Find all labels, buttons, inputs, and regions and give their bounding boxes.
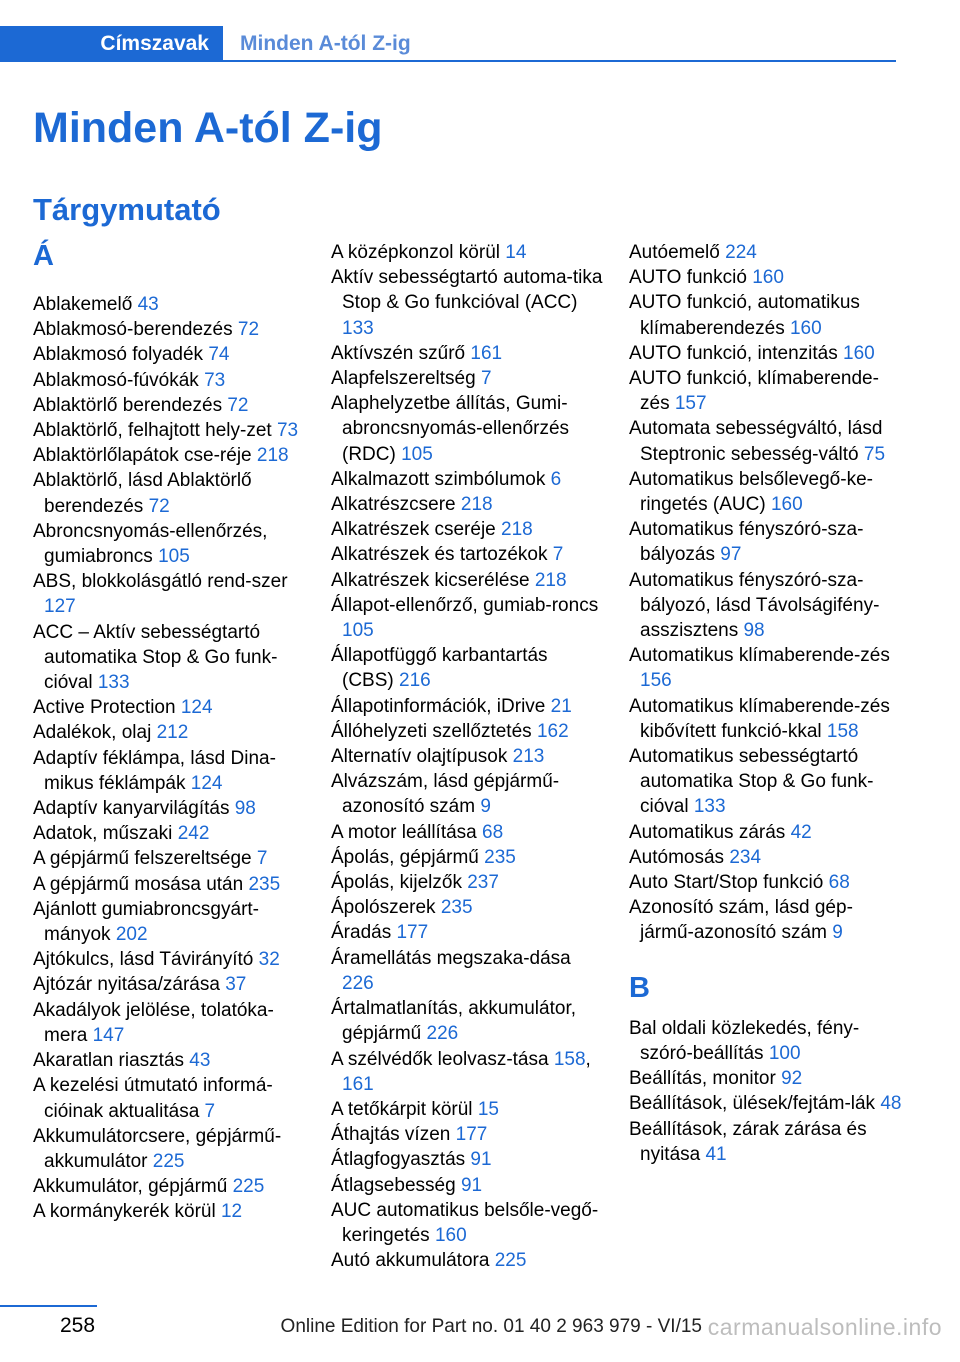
- entry-term: AUC automatikus belsőle-vegő-keringetés: [331, 1199, 599, 1246]
- page-link[interactable]: 127: [44, 596, 76, 618]
- index-entry: [629, 341, 904, 366]
- entry-term: Akaratlan riasztás: [33, 1050, 185, 1072]
- index-entry: [629, 1117, 904, 1167]
- entry-term: Abroncsnyomás-ellenőrzés, gumiabroncs: [33, 520, 268, 568]
- page-link[interactable]: 9: [480, 796, 491, 818]
- page-link[interactable]: 160: [770, 494, 803, 516]
- index-entry: [33, 393, 305, 418]
- index-entry: [33, 998, 305, 1048]
- entry-term: Autó akkumulátora: [331, 1250, 490, 1272]
- tab-underline: [223, 60, 896, 62]
- index-entry: [33, 746, 305, 796]
- page-link[interactable]: 72: [237, 319, 260, 341]
- index-entry: [33, 821, 305, 846]
- index-entry: [629, 643, 904, 693]
- entry-term: Ablaktörlő, felhajtott hely-zet: [33, 420, 272, 442]
- page-link[interactable]: 147: [92, 1024, 125, 1046]
- index-entry: [331, 719, 603, 744]
- index-entry: [33, 695, 305, 720]
- index-entry: [629, 568, 904, 644]
- page-link[interactable]: 158: [826, 720, 859, 742]
- index-entry: [33, 368, 305, 393]
- index-entry: [331, 769, 603, 819]
- index-entry: [33, 468, 305, 518]
- entry-term: Alvázszám, lásd gépjármű-azonosító szám: [331, 771, 560, 818]
- index-entry: [629, 895, 904, 945]
- page-link[interactable]: 237: [467, 872, 499, 894]
- entry-term: Áthajtás vízen: [331, 1124, 451, 1146]
- entry-term: Automatikus klímaberende-zés: [629, 645, 890, 667]
- index-entry: [331, 870, 603, 895]
- entry-term: Ápolószerek: [331, 897, 436, 919]
- index-entry: [331, 694, 603, 719]
- entry-term: Ajtózár nyitása/zárása: [33, 974, 220, 996]
- entry-term: ACC – Aktív sebességtartó automatika Stop & Go funk-cióval: [33, 621, 278, 694]
- page-link[interactable]: 133: [97, 672, 130, 694]
- index-entry: [629, 265, 904, 290]
- page-link[interactable]: 73: [276, 420, 299, 442]
- entry-term: Állapotinformációk, iDrive: [331, 695, 546, 717]
- index-entry: [33, 720, 305, 745]
- index-entry: [33, 292, 305, 317]
- page-link[interactable]: 160: [752, 267, 784, 289]
- index-entry: [33, 972, 305, 997]
- page-link[interactable]: 92: [781, 1068, 803, 1090]
- index-entry: [331, 1097, 603, 1122]
- entry-term: A kezelési útmutató informá-cióinak aktualitása: [33, 1075, 273, 1122]
- index-entry: [33, 796, 305, 821]
- entry-term: ABS, blokkolásgátló rend-szer: [33, 571, 288, 593]
- index-entry: [629, 1016, 904, 1066]
- index-entry: [331, 895, 603, 920]
- index-entry: [331, 1147, 603, 1172]
- page-link[interactable]: 75: [863, 443, 886, 465]
- index-entry: [331, 744, 603, 769]
- index-entry: [33, 947, 305, 972]
- entry-term: Állapot-ellenőrző, gumiab-roncs: [331, 594, 599, 616]
- index-entry: [331, 366, 603, 391]
- entry-term: Áradás: [331, 922, 392, 944]
- entry-term: A gépjármű felszereltsége: [33, 848, 252, 870]
- page-link[interactable]: 14: [505, 242, 527, 263]
- index-column-1: [33, 240, 305, 1225]
- footer-edition: Online Edition for Part no. 01 40 2 963 979 - VI/15: [280, 1316, 702, 1337]
- entry-term: Ablakmosó-fúvókák: [33, 369, 199, 391]
- index-entry: [33, 317, 305, 342]
- page-link[interactable]: 98: [234, 798, 256, 820]
- page-link[interactable]: 15: [477, 1098, 499, 1120]
- entry-term: A szélvédők leolvasz-tása: [331, 1048, 549, 1070]
- page-link[interactable]: 235: [440, 897, 473, 919]
- entry-term: Ablakmosó-berendezés: [33, 319, 233, 341]
- tab-cimszavak[interactable]: Címszavak: [0, 26, 223, 62]
- page-link[interactable]: 160: [789, 317, 822, 339]
- entry-term: Ápolás, gépjármű: [331, 846, 479, 868]
- page-link[interactable]: 73: [204, 369, 226, 391]
- page-link[interactable]: 235: [248, 873, 281, 895]
- page-link[interactable]: 225: [494, 1250, 527, 1272]
- index-entry: [331, 240, 603, 265]
- entry-term: Akkumulátorcsere, gépjármű-akkumulátor: [33, 1125, 282, 1172]
- entry-term: Akkumulátor, gépjármű: [33, 1176, 228, 1198]
- index-entry: [629, 694, 904, 744]
- page-link[interactable]: 212: [156, 722, 189, 744]
- entry-term: A gépjármű mosása után: [33, 873, 244, 895]
- entry-term: Adaptív kanyarvilágítás: [33, 798, 230, 820]
- entry-term: Áramellátás megszaka-dása: [331, 947, 571, 969]
- page-link[interactable]: 202: [115, 924, 148, 946]
- index-entry: [629, 290, 904, 340]
- index-entry: [331, 517, 603, 542]
- entry-term: AUTO funkció, klímaberende-zés: [629, 368, 879, 415]
- index-entry: [629, 744, 904, 820]
- index-entry: [629, 467, 904, 517]
- index-entry: A szélvédők leolvasz-tása 158, 161: [331, 1048, 591, 1095]
- entry-term: Ablakmosó folyadék: [33, 344, 204, 366]
- page-link[interactable]: 226: [342, 972, 374, 994]
- entry-term: Alkatrészek cseréje: [331, 519, 496, 541]
- index-entry: [629, 517, 904, 567]
- page-link[interactable]: 225: [232, 1176, 265, 1198]
- index-entry: [331, 265, 603, 341]
- page-link[interactable]: 100: [768, 1042, 801, 1064]
- entry-term: Automatikus sebességtartó automatika Stop & Go funk-cióval: [629, 746, 874, 818]
- page-link[interactable]: 43: [189, 1050, 211, 1072]
- page-link[interactable]: 224: [725, 242, 757, 263]
- index-entry: [331, 1248, 603, 1273]
- index-entry: [33, 519, 305, 569]
- entry-term: Automatikus zárás: [629, 821, 786, 843]
- index-entry: [33, 418, 305, 443]
- index-entry: [33, 342, 305, 367]
- entry-term: Alkatrészcsere: [331, 494, 456, 516]
- page-number: 258: [60, 1314, 96, 1337]
- entry-term: AUTO funkció, intenzitás: [629, 342, 838, 364]
- entry-term: Beállítás, monitor: [629, 1068, 776, 1090]
- page-link[interactable]: 48: [880, 1093, 902, 1115]
- entry-term: Ablaktörlőlapátok cse-réje: [33, 445, 252, 467]
- index-entry: [331, 1173, 603, 1198]
- index-entry: [331, 492, 603, 517]
- index-entry: [33, 846, 305, 871]
- index-entry: [331, 467, 603, 492]
- page-link[interactable]: 218: [256, 445, 289, 467]
- entry-term: Automata sebességváltó, lásd Steptronic sebesség-váltó: [629, 418, 883, 465]
- page-link[interactable]: 162: [536, 720, 569, 742]
- page-link[interactable]: 160: [843, 342, 875, 364]
- index-entry: [629, 366, 904, 416]
- index-entry: [331, 341, 603, 366]
- page-link[interactable]: 21: [550, 695, 572, 717]
- index-letter: Á: [33, 240, 54, 272]
- entry-term: Automatikus klímaberende-zés kibővített funkció-kkal: [629, 695, 890, 742]
- page-link[interactable]: 218: [460, 494, 493, 516]
- index-column-3: [629, 240, 904, 1167]
- page-link[interactable]: 156: [640, 670, 672, 692]
- entry-term: A tetőkárpit körül: [331, 1098, 473, 1120]
- index-letter: B: [629, 971, 650, 1004]
- watermark: carmanualsonline.info: [707, 1314, 942, 1340]
- index-entry: [33, 897, 305, 947]
- index-entry: [331, 1198, 603, 1248]
- page-link[interactable]: 32: [258, 949, 280, 971]
- index-entry: [33, 1174, 305, 1199]
- index-entry: [629, 870, 904, 895]
- entry-term: Adaptív féklámpa, lásd Dina-mikus féklámpák: [33, 747, 276, 794]
- page-link[interactable]: 72: [227, 394, 249, 416]
- index-entry: [629, 1066, 904, 1091]
- page-link[interactable]: 105: [342, 620, 374, 642]
- entry-term: Beállítások, ülések/fejtám-lák: [629, 1093, 876, 1115]
- entry-term: Alkalmazott szimbólumok: [331, 468, 546, 490]
- entry-term: Alkatrészek kicserélése: [331, 569, 530, 591]
- page-link[interactable]: 218: [534, 569, 567, 591]
- index-entry: [33, 1124, 305, 1174]
- index-entry: [331, 542, 603, 567]
- entry-term: Adatok, műszaki: [33, 823, 173, 845]
- page-link[interactable]: 68: [828, 872, 850, 894]
- index-entry: [33, 872, 305, 897]
- page-link[interactable]: 72: [148, 495, 170, 517]
- index-entry: [331, 820, 603, 845]
- entry-term: AUTO funkció: [629, 267, 747, 289]
- index-entry: [33, 443, 305, 468]
- page-link[interactable]: 226: [426, 1023, 459, 1045]
- header-tabs: [0, 26, 896, 62]
- entry-term: Alternatív olajtípusok: [331, 746, 508, 768]
- page-link[interactable]: 235: [484, 846, 516, 868]
- index-entry: [331, 643, 603, 693]
- entry-term: Ablaktörlő berendezés: [33, 394, 223, 416]
- index-entry: [33, 569, 305, 619]
- page-link[interactable]: 98: [743, 620, 765, 642]
- index-entry: [629, 1091, 904, 1116]
- page-link[interactable]: 133: [693, 796, 726, 818]
- entry-term: A középkonzol körül: [331, 242, 500, 263]
- page-link[interactable]: 242: [177, 823, 210, 845]
- index-entry: [331, 1122, 603, 1147]
- entry-term: Aktívszén szűrő: [331, 342, 466, 364]
- entry-term: Ápolás, kijelzők: [331, 872, 462, 894]
- index-column-2: [331, 240, 603, 1273]
- index-entry: [331, 593, 603, 643]
- page-link[interactable]: 74: [208, 344, 230, 366]
- page-link[interactable]: 157: [674, 393, 707, 415]
- page-link[interactable]: 91: [460, 1174, 483, 1196]
- entry-term: Állapotfüggő karbantartás (CBS): [331, 645, 548, 692]
- page-link[interactable]: 6: [550, 468, 562, 490]
- entry-term: Active Protection: [33, 697, 176, 719]
- page-link[interactable]: 124: [180, 697, 213, 719]
- page-link[interactable]: 97: [720, 544, 742, 566]
- page-link[interactable]: 158: [553, 1048, 586, 1070]
- entry-term: Automatikus fényszóró-sza-bályozás: [629, 519, 864, 566]
- index-entry: [33, 1048, 305, 1073]
- entry-term: Alaphelyzetbe állítás, Gumi-abroncsnyomás-ellenőrzés (RDC): [331, 393, 570, 465]
- index-entry: [331, 568, 603, 593]
- entry-term: Ablakemelő: [33, 294, 133, 315]
- page-link[interactable]: 7: [480, 368, 492, 390]
- entry-term: A motor leállítása: [331, 821, 477, 843]
- index-entry: [33, 1073, 305, 1123]
- index-entry: [629, 845, 904, 870]
- index-entry: [331, 920, 603, 945]
- page-link[interactable]: 91: [470, 1149, 492, 1171]
- entry-term: Átlagfogyasztás: [331, 1149, 466, 1171]
- index-entry: [629, 240, 904, 265]
- entry-term: Auto Start/Stop funkció: [629, 872, 824, 894]
- index-entry: [33, 620, 305, 696]
- page-link[interactable]: 9: [832, 922, 843, 944]
- page-link[interactable]: 37: [225, 974, 247, 996]
- page-link[interactable]: 12: [220, 1201, 243, 1223]
- entry-term: Ajánlott gumiabroncsgyárt-mányok: [33, 898, 259, 946]
- entry-term: Autóemelő: [629, 242, 720, 263]
- page-link[interactable]: 218: [501, 519, 533, 541]
- entry-term: A kormánykerék körül: [33, 1201, 216, 1223]
- entry-term: Állóhelyzeti szellőztetés: [331, 720, 532, 742]
- page-link[interactable]: 234: [729, 846, 762, 868]
- entry-term: Átlagsebesség: [331, 1174, 456, 1196]
- entry-term: AUTO funkció, automatikus klímaberendezés: [629, 292, 860, 339]
- entry-term: Autómosás: [629, 846, 725, 868]
- entry-term: Aktív sebességtartó automa-tika Stop & Go funkcióval (ACC): [331, 267, 603, 314]
- entry-term: Alapfelszereltség: [331, 368, 476, 390]
- entry-term: Ablaktörlő, lásd Ablaktörlő berendezés: [33, 470, 252, 517]
- page-link[interactable]: 177: [396, 922, 429, 944]
- index-entry: [331, 391, 603, 467]
- index-entry: [331, 996, 603, 1046]
- index-entry: [33, 1199, 305, 1224]
- page-link[interactable]: 7: [204, 1100, 216, 1122]
- page-link[interactable]: 68: [482, 821, 504, 843]
- page-link[interactable]: 216: [399, 670, 431, 692]
- entry-term: Bal oldali közlekedés, fény-szóró-beállítás: [629, 1017, 860, 1064]
- entry-term: Beállítások, zárak zárása és nyitása: [629, 1118, 867, 1165]
- page-link[interactable]: 124: [190, 772, 223, 794]
- entry-term: Alkatrészek és tartozékok: [331, 544, 548, 566]
- page-title: Minden A-tól Z-ig: [33, 104, 383, 152]
- page-link[interactable]: 105: [158, 546, 190, 568]
- page-link[interactable]: 225: [152, 1150, 185, 1172]
- page-link[interactable]: 7: [552, 544, 564, 566]
- entry-term: Azonosító szám, lásd gép-jármű-azonosító szám: [629, 897, 853, 944]
- page-link[interactable]: 177: [455, 1124, 488, 1146]
- footer-rule: [0, 1305, 97, 1307]
- index-entry: [629, 416, 904, 466]
- page-link[interactable]: 161: [470, 342, 503, 364]
- entry-term: Akadályok jelölése, tolatóka-mera: [33, 999, 274, 1046]
- index-entry: [629, 820, 904, 845]
- page-link[interactable]: 161: [342, 1073, 374, 1095]
- page-link[interactable]: 133: [342, 317, 374, 339]
- entry-term: Ajtókulcs, lásd Távirányító: [33, 949, 254, 971]
- page-link[interactable]: 41: [705, 1143, 727, 1165]
- page-link[interactable]: 7: [256, 848, 268, 870]
- entry-term: Ártalmatlanítás, akkumulátor, gépjármű: [331, 998, 576, 1045]
- index-entry: [331, 946, 603, 996]
- page-link[interactable]: 43: [137, 294, 159, 315]
- index-entry: [331, 845, 603, 870]
- page-link[interactable]: 105: [401, 443, 433, 465]
- page-link[interactable]: 42: [790, 821, 812, 843]
- entry-term: Adalékok, olaj: [33, 722, 152, 744]
- entry-term: Automatikus belsőlevegő-ke-ringetés (AUC): [629, 468, 873, 516]
- section-title: Tárgymutató: [33, 192, 221, 227]
- tab-a-z[interactable]: Minden A-tól Z-ig: [240, 32, 411, 55]
- entry-term: Automatikus fényszóró-sza-bályozó, lásd Távolságifény-asszisztens: [629, 569, 880, 642]
- page-link[interactable]: 160: [434, 1224, 467, 1246]
- page-link[interactable]: 213: [512, 746, 545, 768]
